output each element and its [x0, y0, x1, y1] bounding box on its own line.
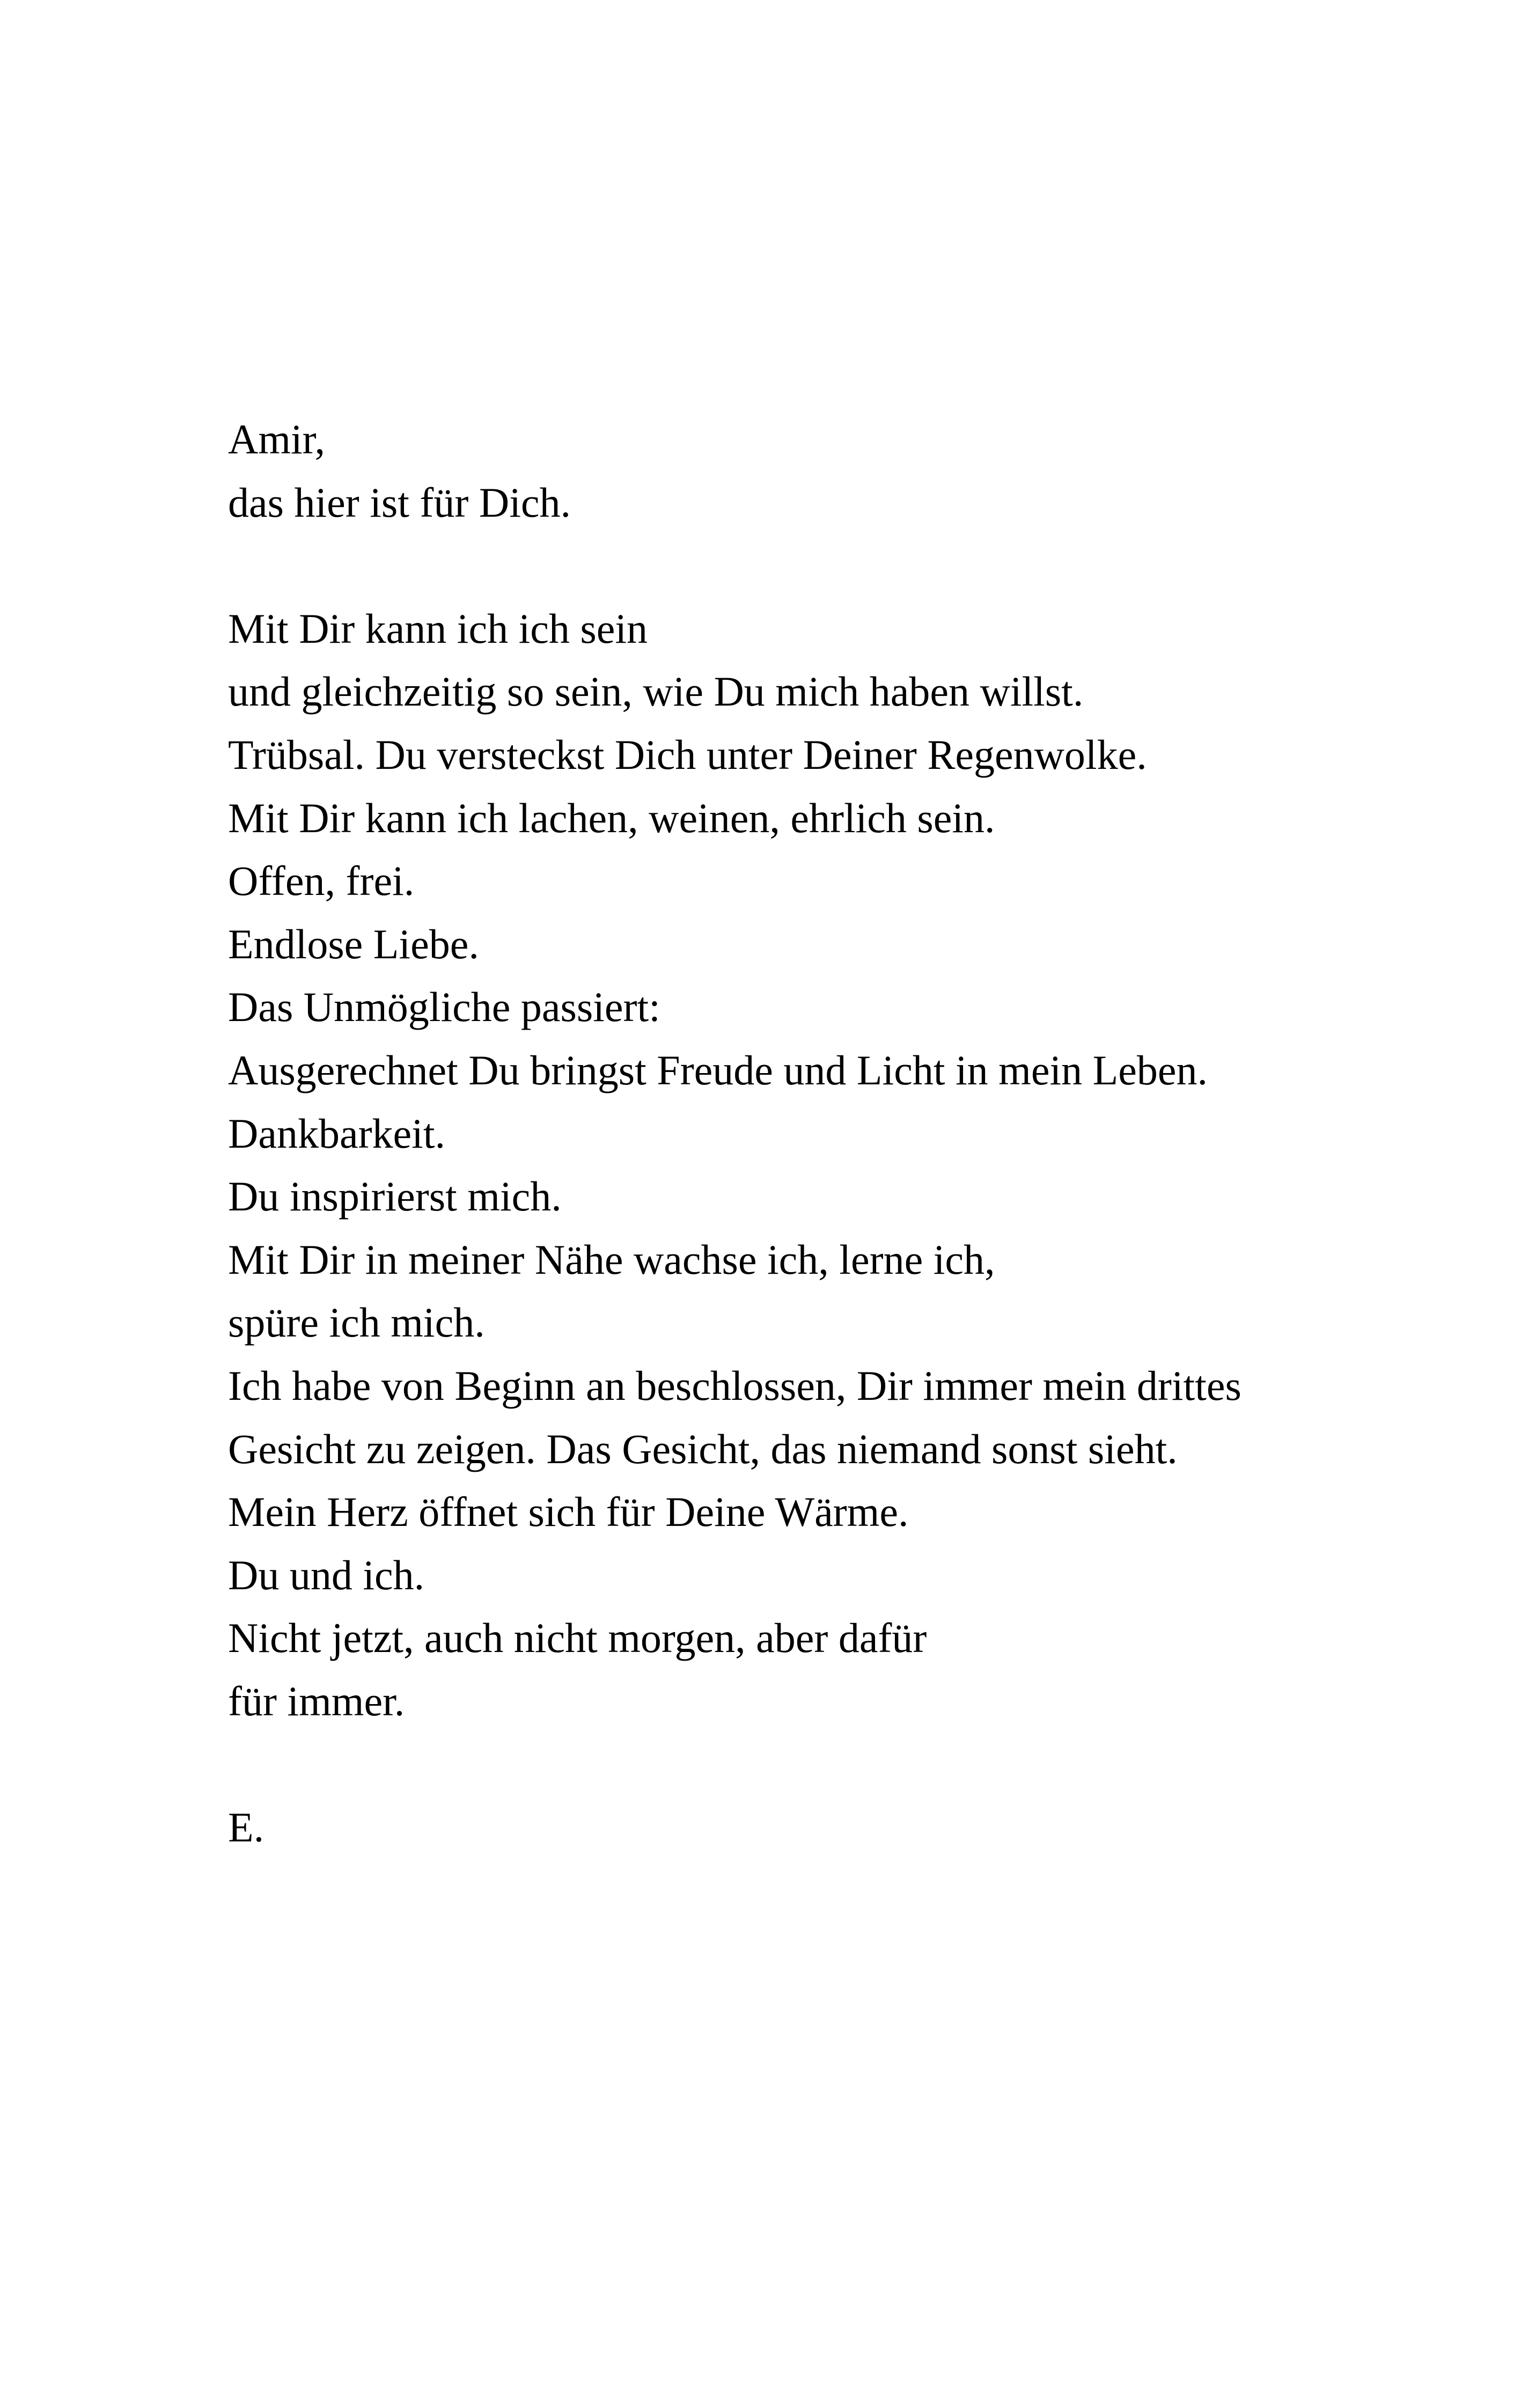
poem-line: Trübsal. Du versteckst Dich unter Deiner Regenwolke.	[228, 731, 1147, 778]
poem-line: Du inspirierst mich.	[228, 1173, 562, 1220]
dedication-line: das hier ist für Dich.	[228, 479, 571, 526]
poem-line: für immer.	[228, 1677, 405, 1724]
poem-line: Endlose Liebe.	[228, 920, 479, 967]
poem-line: Offen, frei.	[228, 857, 415, 905]
poem-line: und gleichzeitig so sein, wie Du mich haben willst.	[228, 668, 1084, 715]
poem-line: Mit Dir in meiner Nähe wachse ich, lerne ich,	[228, 1236, 995, 1283]
poem-line: Ich habe von Beginn an beschlossen, Dir immer mein drittes	[228, 1362, 1241, 1409]
poem-line: Gesicht zu zeigen. Das Gesicht, das niemand sonst sieht.	[228, 1425, 1178, 1472]
stanza-break	[228, 1732, 1398, 1796]
poem-line: spüre ich mich.	[228, 1299, 485, 1346]
poem-line: Mit Dir kann ich lachen, weinen, ehrlich sein.	[228, 794, 995, 841]
poem-text	[228, 408, 1398, 1859]
poem-line: Dankbarkeit.	[228, 1110, 446, 1157]
poem-line: Das Unmögliche passiert:	[228, 983, 660, 1031]
poem-line: Mit Dir kann ich ich sein	[228, 605, 648, 652]
poem-line: Nicht jetzt, auch nicht morgen, aber dafür	[228, 1614, 927, 1662]
poem-line: Du und ich.	[228, 1551, 425, 1598]
signature: E.	[228, 1804, 264, 1851]
poem-line: Mein Herz öffnet sich für Deine Wärme.	[228, 1488, 909, 1536]
salutation-name: Amir,	[228, 416, 326, 462]
stanza-break	[228, 534, 1398, 597]
poem-line: Ausgerechnet Du bringst Freude und Licht in mein Leben.	[228, 1046, 1208, 1093]
